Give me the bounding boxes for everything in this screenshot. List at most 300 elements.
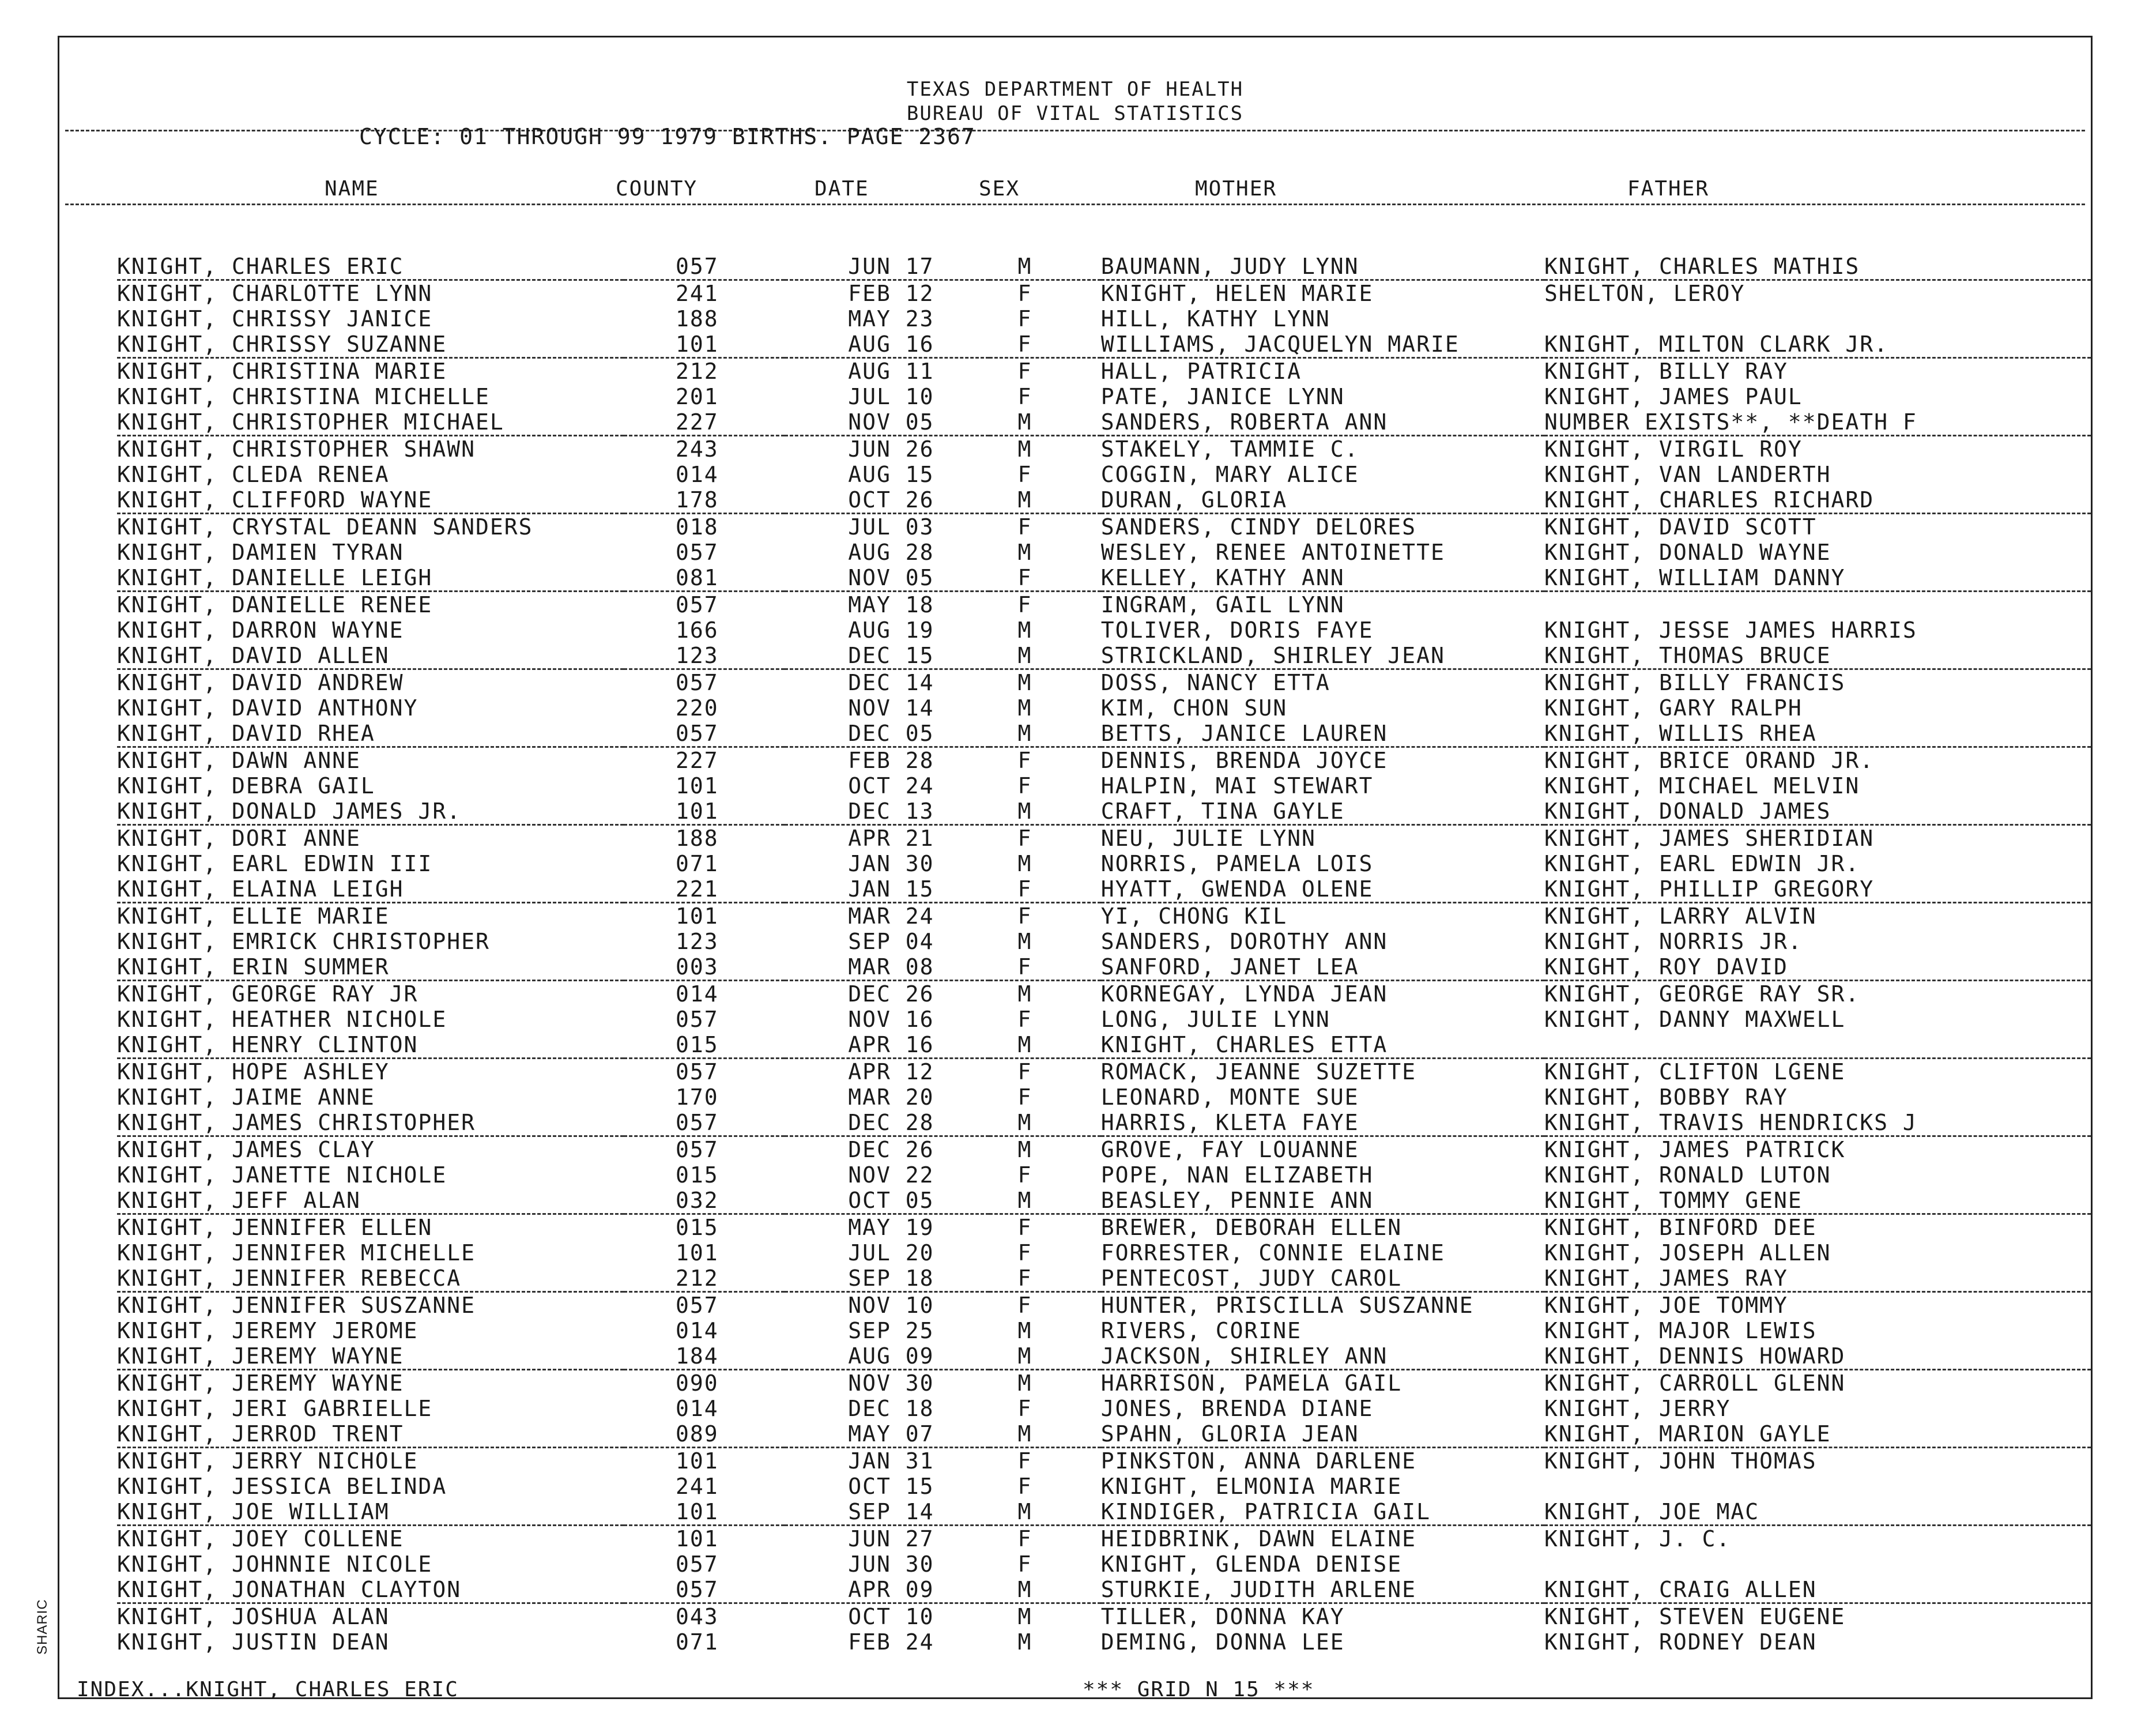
cell-county: 101 [624, 799, 785, 825]
cell-mother: SANDERS, CINDY DELORES [1100, 514, 1417, 540]
cell-mother: STAKELY, TAMMIE C. [1100, 436, 1359, 462]
cell-mother: KNIGHT, HELEN MARIE [1100, 281, 1374, 306]
cell-sex: M [1017, 929, 1032, 954]
cell-date: OCT 15 [848, 1474, 934, 1499]
cell-mother: BETTS, JANICE LAUREN [1101, 721, 1544, 747]
cell-sex: F [1017, 748, 1032, 773]
table-row [117, 721, 2091, 747]
cell-sex: M [989, 1343, 1101, 1370]
cell-county: 220 [675, 695, 719, 721]
cell-sex: M [989, 1499, 1101, 1526]
table-row [117, 929, 2091, 954]
cell-name: KNIGHT, DORI ANNE [117, 826, 361, 851]
cell-father: KNIGHT, BOBBY RAY [1544, 1084, 1788, 1110]
cell-date: JUL 03 [848, 514, 934, 540]
cell-father: KNIGHT, RODNEY DEAN [1544, 1629, 1817, 1655]
cell-name: KNIGHT, EARL EDWIN III [117, 851, 433, 876]
cell-mother: HARRIS, KLETA FAYE [1101, 1110, 1544, 1136]
cell-date: OCT 24 [848, 773, 934, 799]
cell-mother: HILL, KATHY LYNN [1100, 306, 1330, 332]
report-frame [58, 36, 2093, 1699]
cell-sex: M [989, 1577, 1101, 1603]
cell-mother: KINDIGER, PATRICIA GAIL [1101, 1499, 1544, 1526]
cell-name: KNIGHT, ERIN SUMMER [117, 954, 624, 981]
table-row [117, 332, 2091, 358]
cell-county: 089 [624, 1421, 785, 1448]
cell-mother: PENTECOST, JUDY CAROL [1101, 1266, 1544, 1292]
cell-mother: JACKSON, SHIRLEY ANN [1101, 1343, 1544, 1370]
col-county-header: COUNTY [616, 177, 698, 201]
cell-name: KNIGHT, JESSICA BELINDA [117, 1474, 447, 1499]
cell-mother: POPE, NAN ELIZABETH [1100, 1162, 1374, 1188]
cell-mother: SANDERS, DOROTHY ANN [1100, 929, 1388, 954]
cell-date: DEC 13 [785, 799, 989, 825]
grid-footer: *** GRID N 15 *** [1083, 1678, 1315, 1701]
cell-date: MAR 24 [848, 903, 934, 929]
cell-father: KNIGHT, BINFORD DEE [1544, 1215, 1817, 1240]
cell-mother: CRAFT, TINA GAYLE [1101, 799, 1544, 825]
cell-father [1544, 1032, 2091, 1059]
cell-mother: SPAHN, GLORIA JEAN [1101, 1421, 1544, 1448]
table-row [117, 1318, 2091, 1343]
cell-county: 101 [675, 773, 719, 799]
cell-name: KNIGHT, DAVID ALLEN [117, 643, 624, 669]
cell-date: NOV 10 [848, 1293, 934, 1318]
cell-name: KNIGHT, JERI GABRIELLE [117, 1396, 433, 1421]
table-row [117, 1084, 2091, 1110]
cell-date: SEP 18 [785, 1266, 989, 1292]
cell-father: KNIGHT, J. C. [1544, 1526, 1731, 1552]
cell-county: 057 [624, 254, 785, 280]
cell-sex: M [1017, 1604, 1032, 1629]
cell-county: 166 [675, 617, 719, 643]
cell-date: FEB 24 [848, 1629, 934, 1655]
table-row [117, 358, 2091, 385]
cell-father: KNIGHT, JAMES SHERIDIAN [1544, 826, 1875, 851]
cell-sex: F [1017, 1215, 1032, 1240]
cell-father: KNIGHT, JESSE JAMES HARRIS [1544, 617, 1917, 643]
cell-father: KNIGHT, STEVEN EUGENE [1544, 1604, 1846, 1629]
column-header-divider [65, 204, 2085, 205]
cell-county: 170 [675, 1084, 719, 1110]
cell-father: KNIGHT, VIRGIL ROY [1544, 436, 1803, 462]
cell-sex: M [989, 1421, 1101, 1448]
cell-sex: M [989, 1188, 1101, 1214]
cell-county: 018 [675, 514, 719, 540]
cell-father: KNIGHT, EARL EDWIN JR. [1544, 851, 1860, 876]
cell-name: KNIGHT, CHRISSY SUZANNE [117, 332, 624, 358]
cell-sex: M [1017, 1629, 1032, 1655]
cell-date: JUN 26 [848, 436, 934, 462]
birth-records-table [117, 254, 2091, 1655]
table-row [117, 1240, 2091, 1266]
cell-name: KNIGHT, JERRY NICHOLE [117, 1448, 419, 1474]
cell-name: KNIGHT, JAIME ANNE [117, 1084, 375, 1110]
cell-mother: WESLEY, RENEE ANTOINETTE [1100, 540, 1445, 565]
table-row [117, 1603, 2091, 1630]
cell-county: 071 [675, 1629, 719, 1655]
cell-date: DEC 26 [848, 1137, 934, 1162]
cell-name: KNIGHT, DANIELLE RENEE [117, 592, 433, 617]
cell-name: KNIGHT, JERROD TRENT [117, 1421, 624, 1448]
table-row [117, 851, 2091, 876]
cell-sex: M [989, 409, 1101, 436]
cell-sex: M [1017, 1137, 1032, 1162]
cell-father: KNIGHT, MICHAEL MELVIN [1544, 773, 1860, 799]
cell-mother: BEASLEY, PENNIE ANN [1101, 1188, 1544, 1214]
cell-date: DEC 05 [785, 721, 989, 747]
cell-county: 015 [624, 1032, 785, 1059]
table-row [117, 1499, 2091, 1526]
table-row [117, 1032, 2091, 1059]
cell-county: 227 [624, 409, 785, 436]
table-row [117, 747, 2091, 774]
cell-sex: F [1017, 1084, 1032, 1110]
cell-father: KNIGHT, THOMAS BRUCE [1544, 643, 2091, 669]
cell-sex: F [1017, 1474, 1032, 1499]
cell-sex: M [1017, 695, 1032, 721]
cell-date: MAR 08 [785, 954, 989, 981]
cell-sex: M [989, 799, 1101, 825]
cell-name: KNIGHT, DAMIEN TYRAN [117, 540, 404, 565]
cell-mother: HALL, PATRICIA [1100, 359, 1302, 384]
cell-county: 015 [675, 1215, 719, 1240]
table-row [117, 306, 2091, 332]
cell-county: 057 [675, 670, 719, 695]
cell-name: KNIGHT, ELLIE MARIE [117, 903, 390, 929]
cell-mother: SANFORD, JANET LEA [1101, 954, 1544, 981]
table-row [117, 1552, 2091, 1577]
cell-father: KNIGHT, CLIFTON LGENE [1544, 1059, 1846, 1084]
cell-name: KNIGHT, JOE WILLIAM [117, 1499, 624, 1526]
cell-sex: F [1017, 1448, 1032, 1474]
col-mother-header: MOTHER [1195, 177, 1277, 201]
cell-county: 071 [675, 851, 719, 876]
cell-date: FEB 12 [848, 281, 934, 306]
cell-name: KNIGHT, DARRON WAYNE [117, 617, 404, 643]
cell-mother: BREWER, DEBORAH ELLEN [1100, 1215, 1403, 1240]
cell-mother: HEIDBRINK, DAWN ELAINE [1100, 1526, 1417, 1552]
table-row [117, 1396, 2091, 1421]
cell-date: APR 09 [785, 1577, 989, 1603]
cell-county: 014 [675, 981, 719, 1007]
cell-father: KNIGHT, JOE MAC [1544, 1499, 2091, 1526]
cell-name: KNIGHT, CRYSTAL DEANN SANDERS [117, 514, 533, 540]
table-row [117, 669, 2091, 696]
table-row [117, 1214, 2091, 1241]
cell-date: DEC 28 [785, 1110, 989, 1136]
cell-sex: M [1017, 617, 1032, 643]
table-row [117, 1421, 2091, 1448]
cell-father: KNIGHT, JAMES PAUL [1544, 384, 1803, 409]
cell-name: KNIGHT, JONATHAN CLAYTON [117, 1577, 624, 1603]
cell-sex: M [1017, 670, 1032, 695]
cell-date: DEC 15 [785, 643, 989, 669]
cell-date: DEC 18 [848, 1396, 934, 1421]
cell-name: KNIGHT, HOPE ASHLEY [117, 1059, 390, 1084]
cell-date: JAN 15 [785, 876, 989, 903]
table-row [117, 825, 2091, 852]
cell-sex: M [989, 1110, 1101, 1136]
cell-sex: F [1017, 359, 1032, 384]
cell-date: NOV 14 [848, 695, 934, 721]
col-sex-header: SEX [979, 177, 1020, 201]
table-row [117, 565, 2091, 592]
cell-county: 241 [675, 281, 719, 306]
cell-mother: NORRIS, PAMELA LOIS [1100, 851, 1374, 876]
table-row [117, 384, 2091, 409]
cell-mother: JONES, BRENDA DIANE [1100, 1396, 1374, 1421]
cell-county: 057 [624, 1110, 785, 1136]
table-row [117, 981, 2091, 1007]
cell-date: AUG 09 [785, 1343, 989, 1370]
cell-date: FEB 28 [848, 748, 934, 773]
cell-sex: M [1017, 1318, 1032, 1343]
cell-date: APR 12 [848, 1059, 934, 1084]
cell-father: KNIGHT, JOHN THOMAS [1544, 1448, 1817, 1474]
table-row [117, 1474, 2091, 1499]
cell-date: JUN 17 [785, 254, 989, 280]
cell-sex: M [989, 643, 1101, 669]
cell-name: KNIGHT, DAVID ANDREW [117, 670, 404, 695]
table-row [117, 773, 2091, 799]
table-row [117, 487, 2091, 514]
cell-date: AUG 28 [848, 540, 934, 565]
cell-father: KNIGHT, WILLIS RHEA [1544, 721, 2091, 747]
cell-date: MAY 18 [848, 592, 934, 617]
table-row [117, 280, 2091, 307]
col-name-header: NAME [325, 177, 379, 201]
cell-county: 057 [675, 1552, 719, 1577]
cell-sex: M [989, 254, 1101, 280]
cell-mother: HALPIN, MAI STEWART [1100, 773, 1374, 799]
cell-county: 188 [675, 306, 719, 332]
cell-father: KNIGHT, ROY DAVID [1544, 954, 2091, 981]
cell-father: KNIGHT, JOSEPH ALLEN [1544, 1240, 1831, 1266]
col-father-header: FATHER [1627, 177, 1710, 201]
cell-father [1544, 592, 2091, 618]
cell-father: KNIGHT, GEORGE RAY SR. [1544, 981, 1860, 1007]
cell-father: KNIGHT, DENNIS HOWARD [1544, 1343, 2091, 1370]
table-row [117, 1448, 2091, 1474]
cell-county: 057 [675, 1137, 719, 1162]
cell-father: KNIGHT, DANNY MAXWELL [1544, 1007, 1846, 1032]
cell-date: NOV 30 [848, 1370, 934, 1396]
cell-county: 057 [624, 1577, 785, 1603]
table-row [117, 540, 2091, 565]
cell-name: KNIGHT, JENNIFER SUSZANNE [117, 1293, 476, 1318]
cell-father: KNIGHT, WILLIAM DANNY [1544, 565, 2091, 592]
cell-county: 057 [675, 540, 719, 565]
cell-mother: DENNIS, BRENDA JOYCE [1100, 748, 1388, 773]
cell-name: KNIGHT, EMRICK CHRISTOPHER [117, 929, 490, 954]
cell-sex: F [1017, 903, 1032, 929]
cell-mother: DURAN, GLORIA [1101, 487, 1544, 514]
cell-name: KNIGHT, CHRISTOPHER SHAWN [117, 436, 476, 462]
cell-date: SEP 04 [848, 929, 934, 954]
cell-mother: KNIGHT, GLENDA DENISE [1100, 1552, 1403, 1577]
cell-mother: NEU, JULIE LYNN [1100, 826, 1316, 851]
table-row [117, 436, 2091, 462]
cell-sex: F [1017, 1526, 1032, 1552]
cell-father: KNIGHT, DONALD WAYNE [1544, 540, 1831, 565]
cell-county: 201 [675, 384, 719, 409]
cell-sex: M [1017, 851, 1032, 876]
cell-sex: F [989, 954, 1101, 981]
cell-date: APR 16 [785, 1032, 989, 1059]
cell-date: NOV 16 [848, 1007, 934, 1032]
cell-sex: F [1017, 1007, 1032, 1032]
cell-sex: F [989, 565, 1101, 592]
cell-county: 014 [675, 1318, 719, 1343]
cell-father [1544, 1474, 2091, 1499]
cell-name: KNIGHT, JAMES CHRISTOPHER [117, 1110, 624, 1136]
cell-date: JUL 20 [848, 1240, 934, 1266]
cell-sex: F [1017, 306, 1032, 332]
cell-mother: HARRISON, PAMELA GAIL [1100, 1370, 1403, 1396]
cell-county: 227 [675, 748, 719, 773]
index-footer: INDEX...KNIGHT, CHARLES ERIC [77, 1678, 459, 1701]
cell-mother: FORRESTER, CONNIE ELAINE [1100, 1240, 1445, 1266]
cell-county: 184 [624, 1343, 785, 1370]
cell-date: JUL 10 [848, 384, 934, 409]
cell-sex: M [989, 487, 1101, 514]
cell-father: NUMBER EXISTS**, **DEATH F [1544, 409, 2091, 436]
cell-date: AUG 16 [785, 332, 989, 358]
cell-father: SHELTON, LEROY [1544, 281, 1746, 306]
cell-sex: F [1017, 1240, 1032, 1266]
cell-sex: F [989, 876, 1101, 903]
cell-name: KNIGHT, JEREMY JEROME [117, 1318, 419, 1343]
cell-sex: F [1017, 281, 1032, 306]
cell-county: 057 [624, 721, 785, 747]
cell-county: 101 [675, 1526, 719, 1552]
cell-mother: SANDERS, ROBERTA ANN [1101, 409, 1544, 436]
cell-name: KNIGHT, CHARLOTTE LYNN [117, 281, 433, 306]
cell-date: JUN 27 [848, 1526, 934, 1552]
cell-father: KNIGHT, DONALD JAMES [1544, 799, 2091, 825]
cell-father: KNIGHT, VAN LANDERTH [1544, 462, 1831, 487]
cell-father: KNIGHT, NORRIS JR. [1544, 929, 1803, 954]
cell-father: KNIGHT, TRAVIS HENDRICKS J [1544, 1110, 2091, 1136]
cell-mother: KELLEY, KATHY ANN [1101, 565, 1544, 592]
cell-sex: F [1017, 1293, 1032, 1318]
cell-sex: M [1017, 436, 1032, 462]
cell-county: 101 [624, 1499, 785, 1526]
cell-sex: F [1017, 592, 1032, 617]
cell-mother: DOSS, NANCY ETTA [1100, 670, 1330, 695]
cell-father: KNIGHT, CARROLL GLENN [1544, 1370, 1846, 1396]
cell-date: OCT 10 [848, 1604, 934, 1629]
cell-name: KNIGHT, JOHNNIE NICOLE [117, 1552, 433, 1577]
cell-father: KNIGHT, JOE TOMMY [1544, 1293, 1788, 1318]
col-date-header: DATE [815, 177, 869, 201]
cell-father: KNIGHT, BILLY FRANCIS [1544, 670, 1846, 695]
cell-county: 081 [624, 565, 785, 592]
cell-sex: F [989, 332, 1101, 358]
cell-sex: F [1017, 1059, 1032, 1084]
cell-county: 123 [624, 643, 785, 669]
cell-county: 090 [675, 1370, 719, 1396]
table-row [117, 1343, 2091, 1370]
cell-sex: M [1017, 981, 1032, 1007]
table-row [117, 1577, 2091, 1603]
table-row [117, 1136, 2091, 1163]
cell-sex: F [1017, 462, 1032, 487]
cell-father: KNIGHT, RONALD LUTON [1544, 1162, 1831, 1188]
cell-name: KNIGHT, CHRISSY JANICE [117, 306, 433, 332]
cell-county: 178 [624, 487, 785, 514]
cell-father: KNIGHT, MARION GAYLE [1544, 1421, 2091, 1448]
cell-sex: M [1017, 1370, 1032, 1396]
table-row [117, 592, 2091, 618]
table-row [117, 514, 2091, 540]
table-row [117, 1188, 2091, 1214]
cell-mother: KNIGHT, ELMONIA MARIE [1100, 1474, 1403, 1499]
cell-name: KNIGHT, DANIELLE LEIGH [117, 565, 624, 592]
cell-name: KNIGHT, JOEY COLLENE [117, 1526, 404, 1552]
table-row [117, 1110, 2091, 1136]
cell-county: 003 [624, 954, 785, 981]
cell-name: KNIGHT, HEATHER NICHOLE [117, 1007, 447, 1032]
cell-father: KNIGHT, MILTON CLARK JR. [1544, 332, 2091, 358]
cell-county: 032 [624, 1188, 785, 1214]
table-row [117, 799, 2091, 825]
cell-father: KNIGHT, JAMES PATRICK [1544, 1137, 1846, 1162]
cell-name: KNIGHT, CHRISTINA MARIE [117, 359, 447, 384]
cell-mother: KORNEGAY, LYNDA JEAN [1100, 981, 1388, 1007]
cell-mother: KNIGHT, CHARLES ETTA [1101, 1032, 1544, 1059]
cell-sex: M [989, 721, 1101, 747]
cell-date: DEC 26 [848, 981, 934, 1007]
cell-name: KNIGHT, HENRY CLINTON [117, 1032, 624, 1059]
cell-county: 101 [675, 1448, 719, 1474]
cell-sex: M [1017, 540, 1032, 565]
cell-county: 043 [675, 1604, 719, 1629]
cell-name: KNIGHT, JENNIFER REBECCA [117, 1266, 624, 1292]
cell-father [1544, 306, 2091, 332]
cell-mother: HYATT, GWENDA OLENE [1101, 876, 1544, 903]
report-subtitle: BUREAU OF VITAL STATISTICS [906, 102, 1244, 125]
cell-name: KNIGHT, DEBRA GAIL [117, 773, 375, 799]
cell-sex: F [1017, 826, 1032, 851]
cell-mother: TILLER, DONNA KAY [1100, 1604, 1345, 1629]
cell-date: OCT 26 [785, 487, 989, 514]
cell-father: KNIGHT, MAJOR LEWIS [1544, 1318, 1817, 1343]
cell-mother: STURKIE, JUDITH ARLENE [1101, 1577, 1544, 1603]
cell-county: 101 [675, 903, 719, 929]
cell-father: KNIGHT, DAVID SCOTT [1544, 514, 1817, 540]
cell-name: KNIGHT, DAVID RHEA [117, 721, 624, 747]
cell-name: KNIGHT, JANETTE NICHOLE [117, 1162, 447, 1188]
cell-name: KNIGHT, DAVID ANTHONY [117, 695, 419, 721]
cell-name: KNIGHT, CHRISTOPHER MICHAEL [117, 409, 624, 436]
cell-name: KNIGHT, JUSTIN DEAN [117, 1629, 390, 1655]
cell-sex: M [989, 1032, 1101, 1059]
cell-county: 221 [624, 876, 785, 903]
table-row [117, 695, 2091, 721]
table-row [117, 617, 2091, 643]
cycle-line: CYCLE: 01 THROUGH 99 1979 BIRTHS. PAGE 2367 [359, 124, 976, 149]
cell-name: KNIGHT, JENNIFER ELLEN [117, 1215, 433, 1240]
cell-sex: F [989, 1266, 1101, 1292]
cell-county: 212 [675, 359, 719, 384]
cell-county: 123 [675, 929, 719, 954]
cell-county: 014 [675, 462, 719, 487]
cell-father: KNIGHT, JAMES RAY [1544, 1266, 2091, 1292]
table-row [117, 462, 2091, 487]
table-row [117, 409, 2091, 436]
